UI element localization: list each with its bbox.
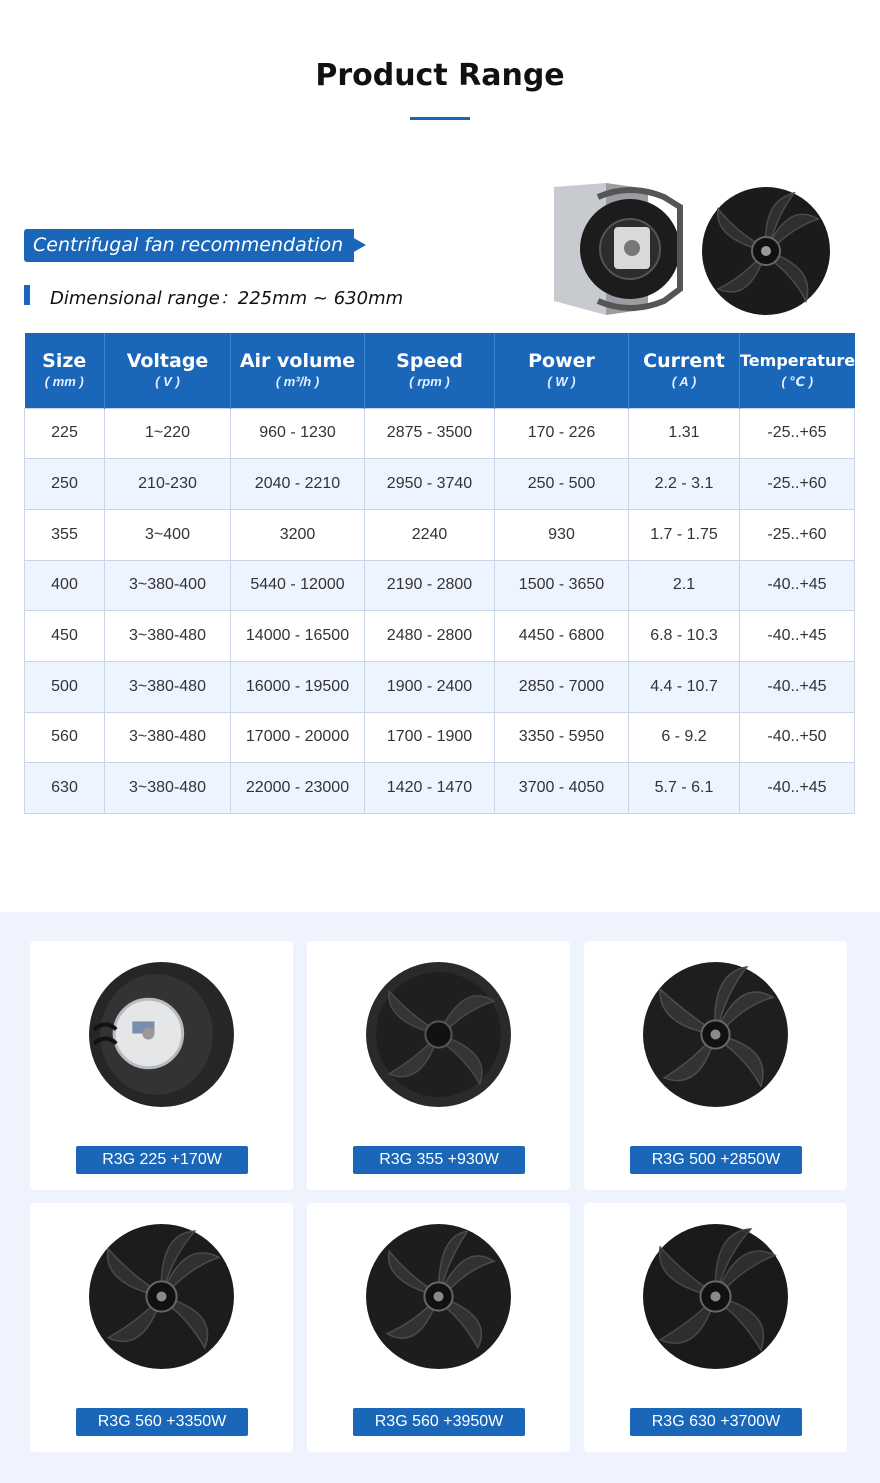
cell-speed: 1700 - 1900	[365, 712, 495, 763]
cell-temperature: -25..+60	[740, 509, 855, 560]
fan-impeller-icon	[86, 1221, 237, 1372]
cell-speed: 2190 - 2800	[365, 560, 495, 611]
cell-size: 250	[25, 459, 105, 510]
table-row	[25, 408, 855, 459]
cell-air-volume: 14000 - 16500	[231, 611, 365, 662]
table-row	[25, 509, 855, 560]
cell-current: 2.2 - 3.1	[629, 459, 740, 510]
header-current: Current ( A )	[629, 333, 740, 408]
product-label: R3G 630 +3700W	[630, 1408, 802, 1436]
recommendation-ribbon	[24, 229, 366, 262]
cell-voltage: 3~380-480	[105, 763, 231, 814]
fan-impeller-icon	[363, 1221, 514, 1372]
cell-voltage: 3~380-480	[105, 661, 231, 712]
cell-air-volume: 22000 - 23000	[231, 763, 365, 814]
cell-voltage: 3~380-480	[105, 712, 231, 763]
product-label: R3G 225 +170W	[76, 1146, 248, 1174]
header-voltage: Voltage ( V )	[105, 333, 231, 408]
cell-power: 250 - 500	[495, 459, 629, 510]
cell-speed: 2240	[365, 509, 495, 560]
product-card[interactable]	[30, 1203, 293, 1452]
header-power: Power ( W )	[495, 333, 629, 408]
square-fan-image	[548, 183, 688, 315]
fan-impeller-icon	[640, 959, 791, 1110]
fan-impeller-icon	[363, 959, 514, 1110]
cell-size: 560	[25, 712, 105, 763]
product-card[interactable]	[584, 941, 847, 1190]
cell-speed: 1900 - 2400	[365, 661, 495, 712]
product-label: R3G 560 +3950W	[353, 1408, 525, 1436]
cell-air-volume: 17000 - 20000	[231, 712, 365, 763]
cell-current: 4.4 - 10.7	[629, 661, 740, 712]
dimension-marker	[24, 285, 30, 305]
cell-current: 5.7 - 6.1	[629, 763, 740, 814]
product-label: R3G 560 +3350W	[76, 1408, 248, 1436]
product-card[interactable]	[30, 941, 293, 1190]
cell-speed: 2480 - 2800	[365, 611, 495, 662]
table-row	[25, 712, 855, 763]
cell-size: 400	[25, 560, 105, 611]
product-card[interactable]	[307, 941, 570, 1190]
cell-speed: 2875 - 3500	[365, 408, 495, 459]
cell-power: 1500 - 3650	[495, 560, 629, 611]
fan-motor-icon	[86, 959, 237, 1110]
cell-temperature: -25..+60	[740, 459, 855, 510]
cell-size: 225	[25, 408, 105, 459]
cell-temperature: -40..+45	[740, 611, 855, 662]
cell-power: 3350 - 5950	[495, 712, 629, 763]
cell-size: 630	[25, 763, 105, 814]
product-label: R3G 355 +930W	[353, 1146, 525, 1174]
cell-voltage: 3~380-480	[105, 611, 231, 662]
table-row	[25, 763, 855, 814]
cell-size: 450	[25, 611, 105, 662]
cell-air-volume: 16000 - 19500	[231, 661, 365, 712]
cell-air-volume: 5440 - 12000	[231, 560, 365, 611]
fan-impeller-icon	[640, 1221, 791, 1372]
spec-table	[24, 333, 855, 814]
cell-temperature: -40..+45	[740, 763, 855, 814]
cell-air-volume: 960 - 1230	[231, 408, 365, 459]
cell-temperature: -25..+65	[740, 408, 855, 459]
cell-power: 4450 - 6800	[495, 611, 629, 662]
page-title: Product Range	[315, 58, 565, 93]
cell-current: 2.1	[629, 560, 740, 611]
cell-current: 1.7 - 1.75	[629, 509, 740, 560]
cell-voltage: 1~220	[105, 408, 231, 459]
dimensional-range: Dimensional range：225mm ~ 630mm	[50, 288, 404, 309]
header-temperature: Temperature ( ℃ )	[740, 333, 855, 408]
round-fan-image	[698, 185, 838, 325]
product-card[interactable]	[307, 1203, 570, 1452]
product-label: R3G 500 +2850W	[630, 1146, 802, 1174]
cell-temperature: -40..+50	[740, 712, 855, 763]
cell-size: 500	[25, 661, 105, 712]
header-air-volume: Air volume ( m³/h )	[231, 333, 365, 408]
cell-air-volume: 3200	[231, 509, 365, 560]
cell-power: 2850 - 7000	[495, 661, 629, 712]
cell-speed: 1420 - 1470	[365, 763, 495, 814]
cell-voltage: 3~380-400	[105, 560, 231, 611]
cell-voltage: 210-230	[105, 459, 231, 510]
ribbon-arrow	[352, 237, 366, 253]
table-row	[25, 661, 855, 712]
header-size: Size ( mm )	[25, 333, 105, 408]
cell-air-volume: 2040 - 2210	[231, 459, 365, 510]
cell-current: 1.31	[629, 408, 740, 459]
header-speed: Speed ( rpm )	[365, 333, 495, 408]
table-row	[25, 459, 855, 510]
cell-temperature: -40..+45	[740, 560, 855, 611]
product-card[interactable]	[584, 1203, 847, 1452]
title-underline	[410, 117, 470, 120]
cell-voltage: 3~400	[105, 509, 231, 560]
ribbon-label: Centrifugal fan recommendation	[33, 234, 344, 256]
cell-power: 170 - 226	[495, 408, 629, 459]
cell-speed: 2950 - 3740	[365, 459, 495, 510]
cell-temperature: -40..+45	[740, 661, 855, 712]
cell-current: 6.8 - 10.3	[629, 611, 740, 662]
cell-power: 3700 - 4050	[495, 763, 629, 814]
table-header-row	[25, 333, 855, 408]
table-row	[25, 560, 855, 611]
cell-current: 6 - 9.2	[629, 712, 740, 763]
cell-power: 930	[495, 509, 629, 560]
product-gallery	[0, 912, 880, 1483]
cell-size: 355	[25, 509, 105, 560]
table-row	[25, 611, 855, 662]
